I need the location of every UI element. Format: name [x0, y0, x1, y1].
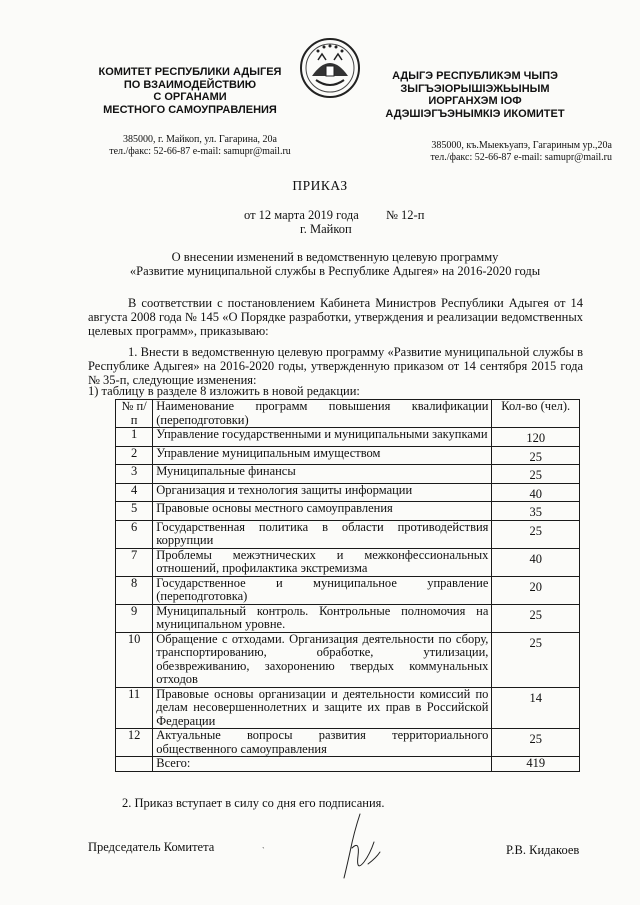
row-program-name: Управление муниципальным имуществом: [153, 446, 492, 465]
row-program-name: Муниципальные финансы: [153, 465, 492, 484]
header-qty: Кол-во (чел).: [492, 400, 580, 428]
subject-line: «Развитие муниципальной службы в Республике Адыгея» на 2016-2020 годы: [129, 264, 541, 278]
signatory-position: Председатель Комитета: [88, 840, 215, 854]
address-left-contacts: тел./факс: 52-66-87 e-mail: samupr@mail.ru: [109, 146, 291, 157]
row-quantity: [492, 604, 580, 632]
table-total-row: [116, 757, 580, 772]
table-row: [116, 632, 580, 687]
row-number: 1: [116, 428, 153, 447]
table-row: [116, 483, 580, 502]
address-left: [80, 134, 320, 158]
table-row: [116, 520, 580, 548]
row-program-name: Управление государственными и муниципальными закупками: [153, 428, 492, 447]
row-quantity: [492, 632, 580, 687]
row-quantity: [492, 687, 580, 729]
row-quantity: [492, 502, 580, 521]
row-number: 10: [116, 632, 153, 687]
table-header-row: [116, 400, 580, 428]
row-quantity-value: 25: [529, 449, 542, 464]
table-row: [116, 502, 580, 521]
scan-mark: ˋ: [262, 846, 265, 855]
committee-name-russian: [70, 66, 310, 116]
row-quantity-value: 25: [529, 732, 542, 746]
order-number: № 12-п: [386, 208, 425, 222]
address-right: [382, 140, 612, 164]
table-row: [116, 446, 580, 465]
row-number: 6: [116, 520, 153, 548]
row-program-name: Организация и технология защиты информации: [153, 483, 492, 502]
table-row: [116, 729, 580, 757]
handwritten-signature: [330, 812, 390, 882]
row-program-name: Государственное и муниципальное управление (переподготовка): [153, 576, 492, 604]
row-quantity-value: 25: [529, 468, 542, 482]
row-quantity: [492, 576, 580, 604]
total-value: 419: [492, 757, 580, 772]
row-program-name: Актуальные вопросы развития территориального общественного самоуправления: [153, 729, 492, 757]
header-right-line: АДЫГЭ РЕСПУБЛИКЭМ ЧЫПЭ: [392, 70, 558, 82]
row-number: 4: [116, 483, 153, 502]
row-number: 7: [116, 548, 153, 576]
paragraph-table-intro: 1) таблицу в разделе 8 изложить в новой редакции:: [88, 384, 360, 398]
row-quantity: [492, 729, 580, 757]
row-program-name: Государственная политика в области противодействия коррупции: [153, 520, 492, 548]
row-program-name: Муниципальный контроль. Контрольные полномочия на муниципальном уровне.: [153, 604, 492, 632]
row-quantity-value: 120: [526, 431, 546, 445]
row-number: 11: [116, 687, 153, 729]
address-left-street: 385000, г. Майкоп, ул. Гагарина, 20а: [123, 134, 277, 145]
header-left-line: С ОРГАНАМИ: [153, 91, 227, 103]
paragraph-item-1: 1. Внести в ведомственную целевую программу «Развитие муниципальной службы в Республике Адыгея» на 2016-2020 годы, утвержденную приказом от 14 сентября 2015 года № 35-п, следующие изменения:: [88, 345, 583, 387]
total-label: Всего:: [153, 757, 492, 772]
row-quantity-value: 25: [529, 523, 542, 538]
header-right-line: ЗЫГЪЭІОРЫШІЭЖЬЫНЫМ: [400, 82, 550, 95]
row-program-name: Обращение с отходами. Организация деятельности по сбору, транспортированию, обработке, утилизации, обезвреживанию, захоронению твердых коммунальных отходов: [153, 632, 492, 687]
order-date: от 12 марта 2019 года: [244, 208, 359, 222]
row-quantity: [492, 548, 580, 576]
row-quantity: [492, 428, 580, 447]
order-title: ПРИКАЗ: [292, 178, 348, 193]
table-row: [116, 548, 580, 576]
header-left-line: ПО ВЗАИМОДЕЙСТВИЮ: [123, 78, 257, 91]
header-name: Наименование программ повышения квалификации (переподготовки): [153, 400, 492, 428]
row-quantity: [492, 465, 580, 484]
header-right-line: АДЭШІЭГЪЭНЫМКІЭ ИКОМИТЕТ: [385, 107, 565, 120]
row-program-name: Правовые основы организации и деятельности комиссий по делам несовершеннолетних и защите их прав в Российской Федерации: [153, 687, 492, 729]
header-right-line: ИОРГАНХЭМ ІОФ: [428, 95, 522, 107]
total-empty-cell: [116, 757, 153, 772]
row-quantity-value: 40: [529, 551, 542, 566]
header-left-line: МЕСТНОГО САМОУПРАВЛЕНИЯ: [103, 103, 277, 116]
row-quantity: [492, 520, 580, 548]
row-quantity-value: 40: [529, 486, 542, 501]
row-number: 2: [116, 446, 153, 465]
row-quantity-value: 20: [529, 579, 542, 594]
table-row: [116, 687, 580, 729]
row-number: 8: [116, 576, 153, 604]
row-number: 9: [116, 604, 153, 632]
row-number: 3: [116, 465, 153, 484]
row-number: 12: [116, 729, 153, 757]
header-num: № п/п: [116, 400, 153, 428]
row-quantity-value: 25: [529, 607, 542, 622]
subject-line: О внесении изменений в ведомственную целевую программу: [171, 250, 499, 264]
row-quantity: [492, 483, 580, 502]
programs-table: [115, 399, 580, 772]
paragraph-preamble: В соответствии с постановлением Кабинета Министров Республики Адыгея от 14 августа 2008 года № 145 «О Порядке разработки, утверждения и реализации ведомственных целевых программ», приказываю:: [88, 296, 583, 338]
header-left-line: КОМИТЕТ РЕСПУБЛИКИ АДЫГЕЯ: [98, 66, 282, 78]
order-subject: [90, 250, 580, 278]
address-right-contacts: тел./факс: 52-66-87 e-mail: samupr@mail.ru: [430, 152, 612, 163]
row-number: 5: [116, 502, 153, 521]
row-program-name: Правовые основы местного самоуправления: [153, 502, 492, 521]
row-quantity-value: 14: [529, 690, 542, 705]
table-row: [116, 576, 580, 604]
signatory-name: Р.В. Кидакоев: [506, 843, 580, 857]
row-quantity: [492, 446, 580, 465]
committee-name-adyghe: [350, 70, 600, 120]
address-right-street: 385000, къ.Мыекъуапэ, Гагариным ур.,20а: [431, 140, 612, 151]
row-program-name: Проблемы межэтнических и межконфессиональных отношений, профилактика экстремизма: [153, 548, 492, 576]
table-row: [116, 465, 580, 484]
order-city: г. Майкоп: [300, 222, 352, 236]
table-row: [116, 428, 580, 447]
paragraph-item-2: 2. Приказ вступает в силу со дня его подписания.: [122, 796, 385, 810]
table-row: [116, 604, 580, 632]
row-quantity-value: 25: [529, 635, 542, 650]
row-quantity-value: 35: [529, 505, 542, 519]
